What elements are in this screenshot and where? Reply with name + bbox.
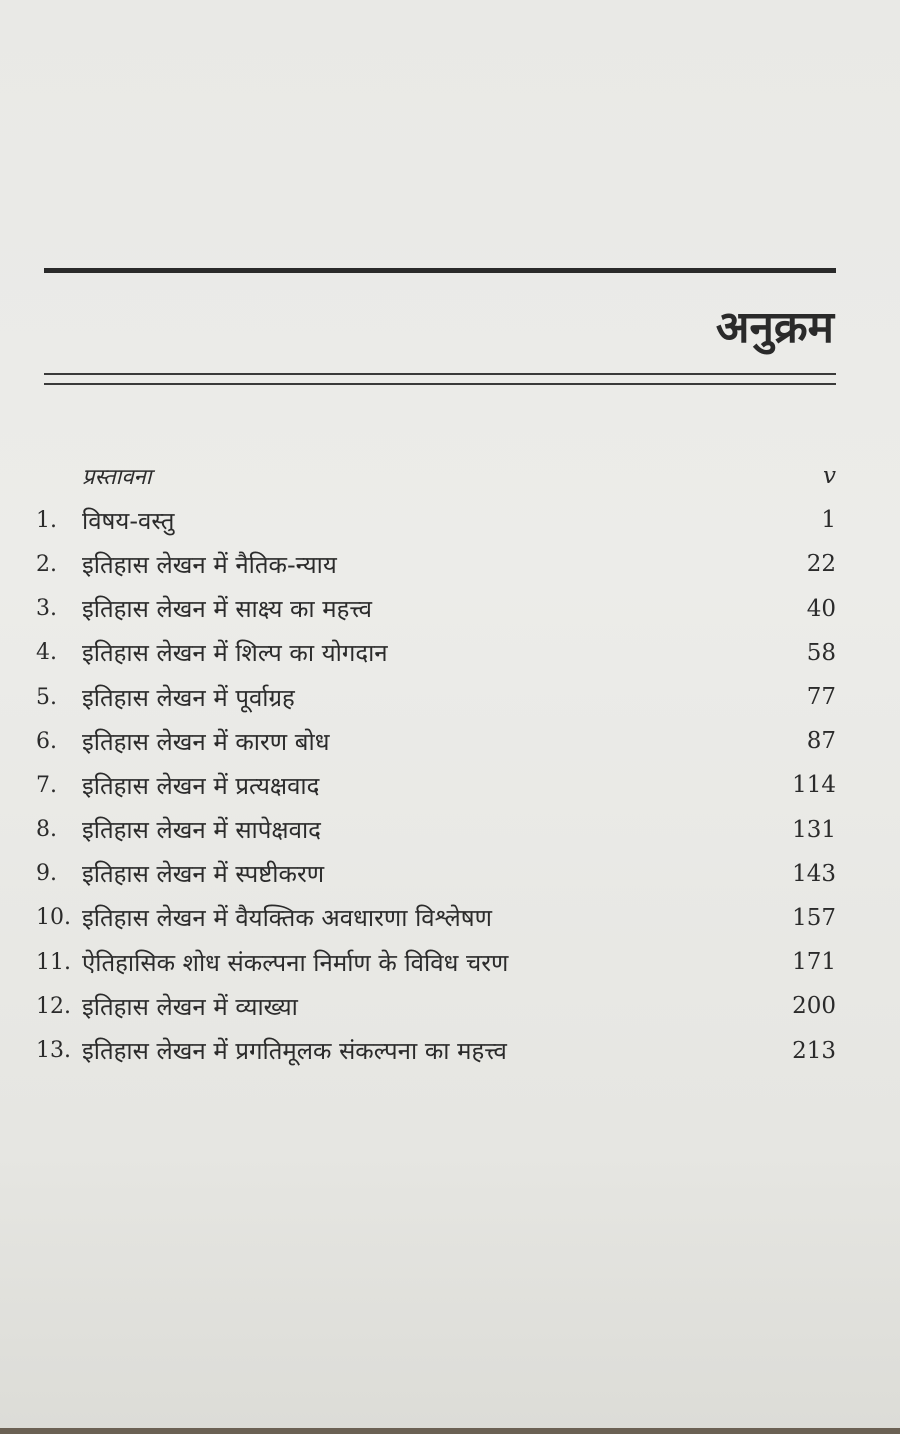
toc-entry-page: 200	[792, 993, 836, 1020]
toc-entry-number: 7.	[36, 772, 57, 798]
toc-entry-number: 6.	[36, 728, 57, 754]
double-rule-lower-line	[44, 383, 836, 385]
toc-entry-label: इतिहास लेखन में साक्ष्य का महत्त्व	[82, 595, 372, 624]
toc-entry	[36, 808, 836, 852]
page-title: अनुक्रम	[715, 302, 834, 353]
toc-entry-page: 114	[792, 772, 836, 799]
toc-entry-label: इतिहास लेखन में प्रत्यक्षवाद	[82, 771, 320, 800]
toc-entry-label: इतिहास लेखन में व्याख्या	[82, 992, 298, 1021]
table-of-contents	[36, 454, 836, 1073]
toc-entry-page: 143	[792, 860, 836, 887]
toc-entry-page: 171	[792, 949, 836, 976]
toc-entry-page: 58	[806, 639, 836, 666]
toc-entry-number: 12.	[36, 993, 71, 1019]
toc-entry	[36, 940, 836, 984]
toc-entry-page: 40	[806, 595, 836, 622]
toc-entry-page: v	[823, 463, 836, 490]
toc-entry-page: 213	[792, 1037, 836, 1064]
toc-entry-page: 87	[806, 728, 836, 755]
toc-entry-page: 77	[806, 684, 836, 711]
toc-entry-page: 131	[792, 816, 836, 843]
toc-entry	[36, 896, 836, 940]
toc-entry-number: 3.	[36, 596, 57, 622]
toc-entry-page: 157	[792, 904, 836, 931]
toc-entry-label: इतिहास लेखन में सापेक्षवाद	[82, 816, 321, 845]
toc-entry	[36, 984, 836, 1028]
toc-entry-label: इतिहास लेखन में नैतिक-न्याय	[82, 550, 337, 579]
toc-entry-number: 8.	[36, 817, 57, 843]
toc-entry-page: 1	[821, 507, 836, 534]
toc-entry	[36, 675, 836, 719]
toc-entry-number: 9.	[36, 861, 57, 887]
toc-entry	[36, 542, 836, 586]
double-rule-upper-line	[44, 373, 836, 375]
toc-entry-number: 2.	[36, 551, 57, 577]
toc-entry-label: विषय-वस्तु	[82, 506, 175, 535]
toc-entry	[36, 631, 836, 675]
toc-entry-preface	[36, 454, 836, 498]
toc-entry-label: इतिहास लेखन में प्रगतिमूलक संकल्पना का महत्त्व	[82, 1037, 507, 1066]
toc-entry	[36, 587, 836, 631]
toc-entry-number: 4.	[36, 640, 57, 666]
toc-entry	[36, 1028, 836, 1072]
toc-entry-page: 22	[806, 551, 836, 578]
toc-entry	[36, 498, 836, 542]
toc-entry	[36, 852, 836, 896]
double-rule	[44, 373, 836, 387]
toc-entry-number: 1.	[36, 507, 57, 533]
toc-entry-number: 10.	[36, 905, 71, 931]
toc-entry-label: इतिहास लेखन में स्पष्टीकरण	[82, 860, 325, 889]
toc-entry-label: ऐतिहासिक शोध संकल्पना निर्माण के विविध चरण	[82, 948, 509, 977]
toc-entry	[36, 719, 836, 763]
page-bottom-edge	[0, 1428, 900, 1434]
toc-entry-label: इतिहास लेखन में वैयक्तिक अवधारणा विश्लेषण	[82, 904, 493, 933]
toc-entry-label: इतिहास लेखन में कारण बोध	[82, 727, 330, 756]
toc-entry-label: इतिहास लेखन में शिल्प का योगदान	[82, 639, 388, 668]
toc-entry-label: प्रस्तावना	[82, 465, 152, 491]
toc-entry	[36, 763, 836, 807]
toc-entry-number: 5.	[36, 684, 57, 710]
toc-entry-number: 11.	[36, 949, 71, 975]
toc-entry-number: 13.	[36, 1038, 71, 1064]
top-thick-rule	[44, 268, 836, 273]
toc-entry-label: इतिहास लेखन में पूर्वाग्रह	[82, 683, 295, 712]
